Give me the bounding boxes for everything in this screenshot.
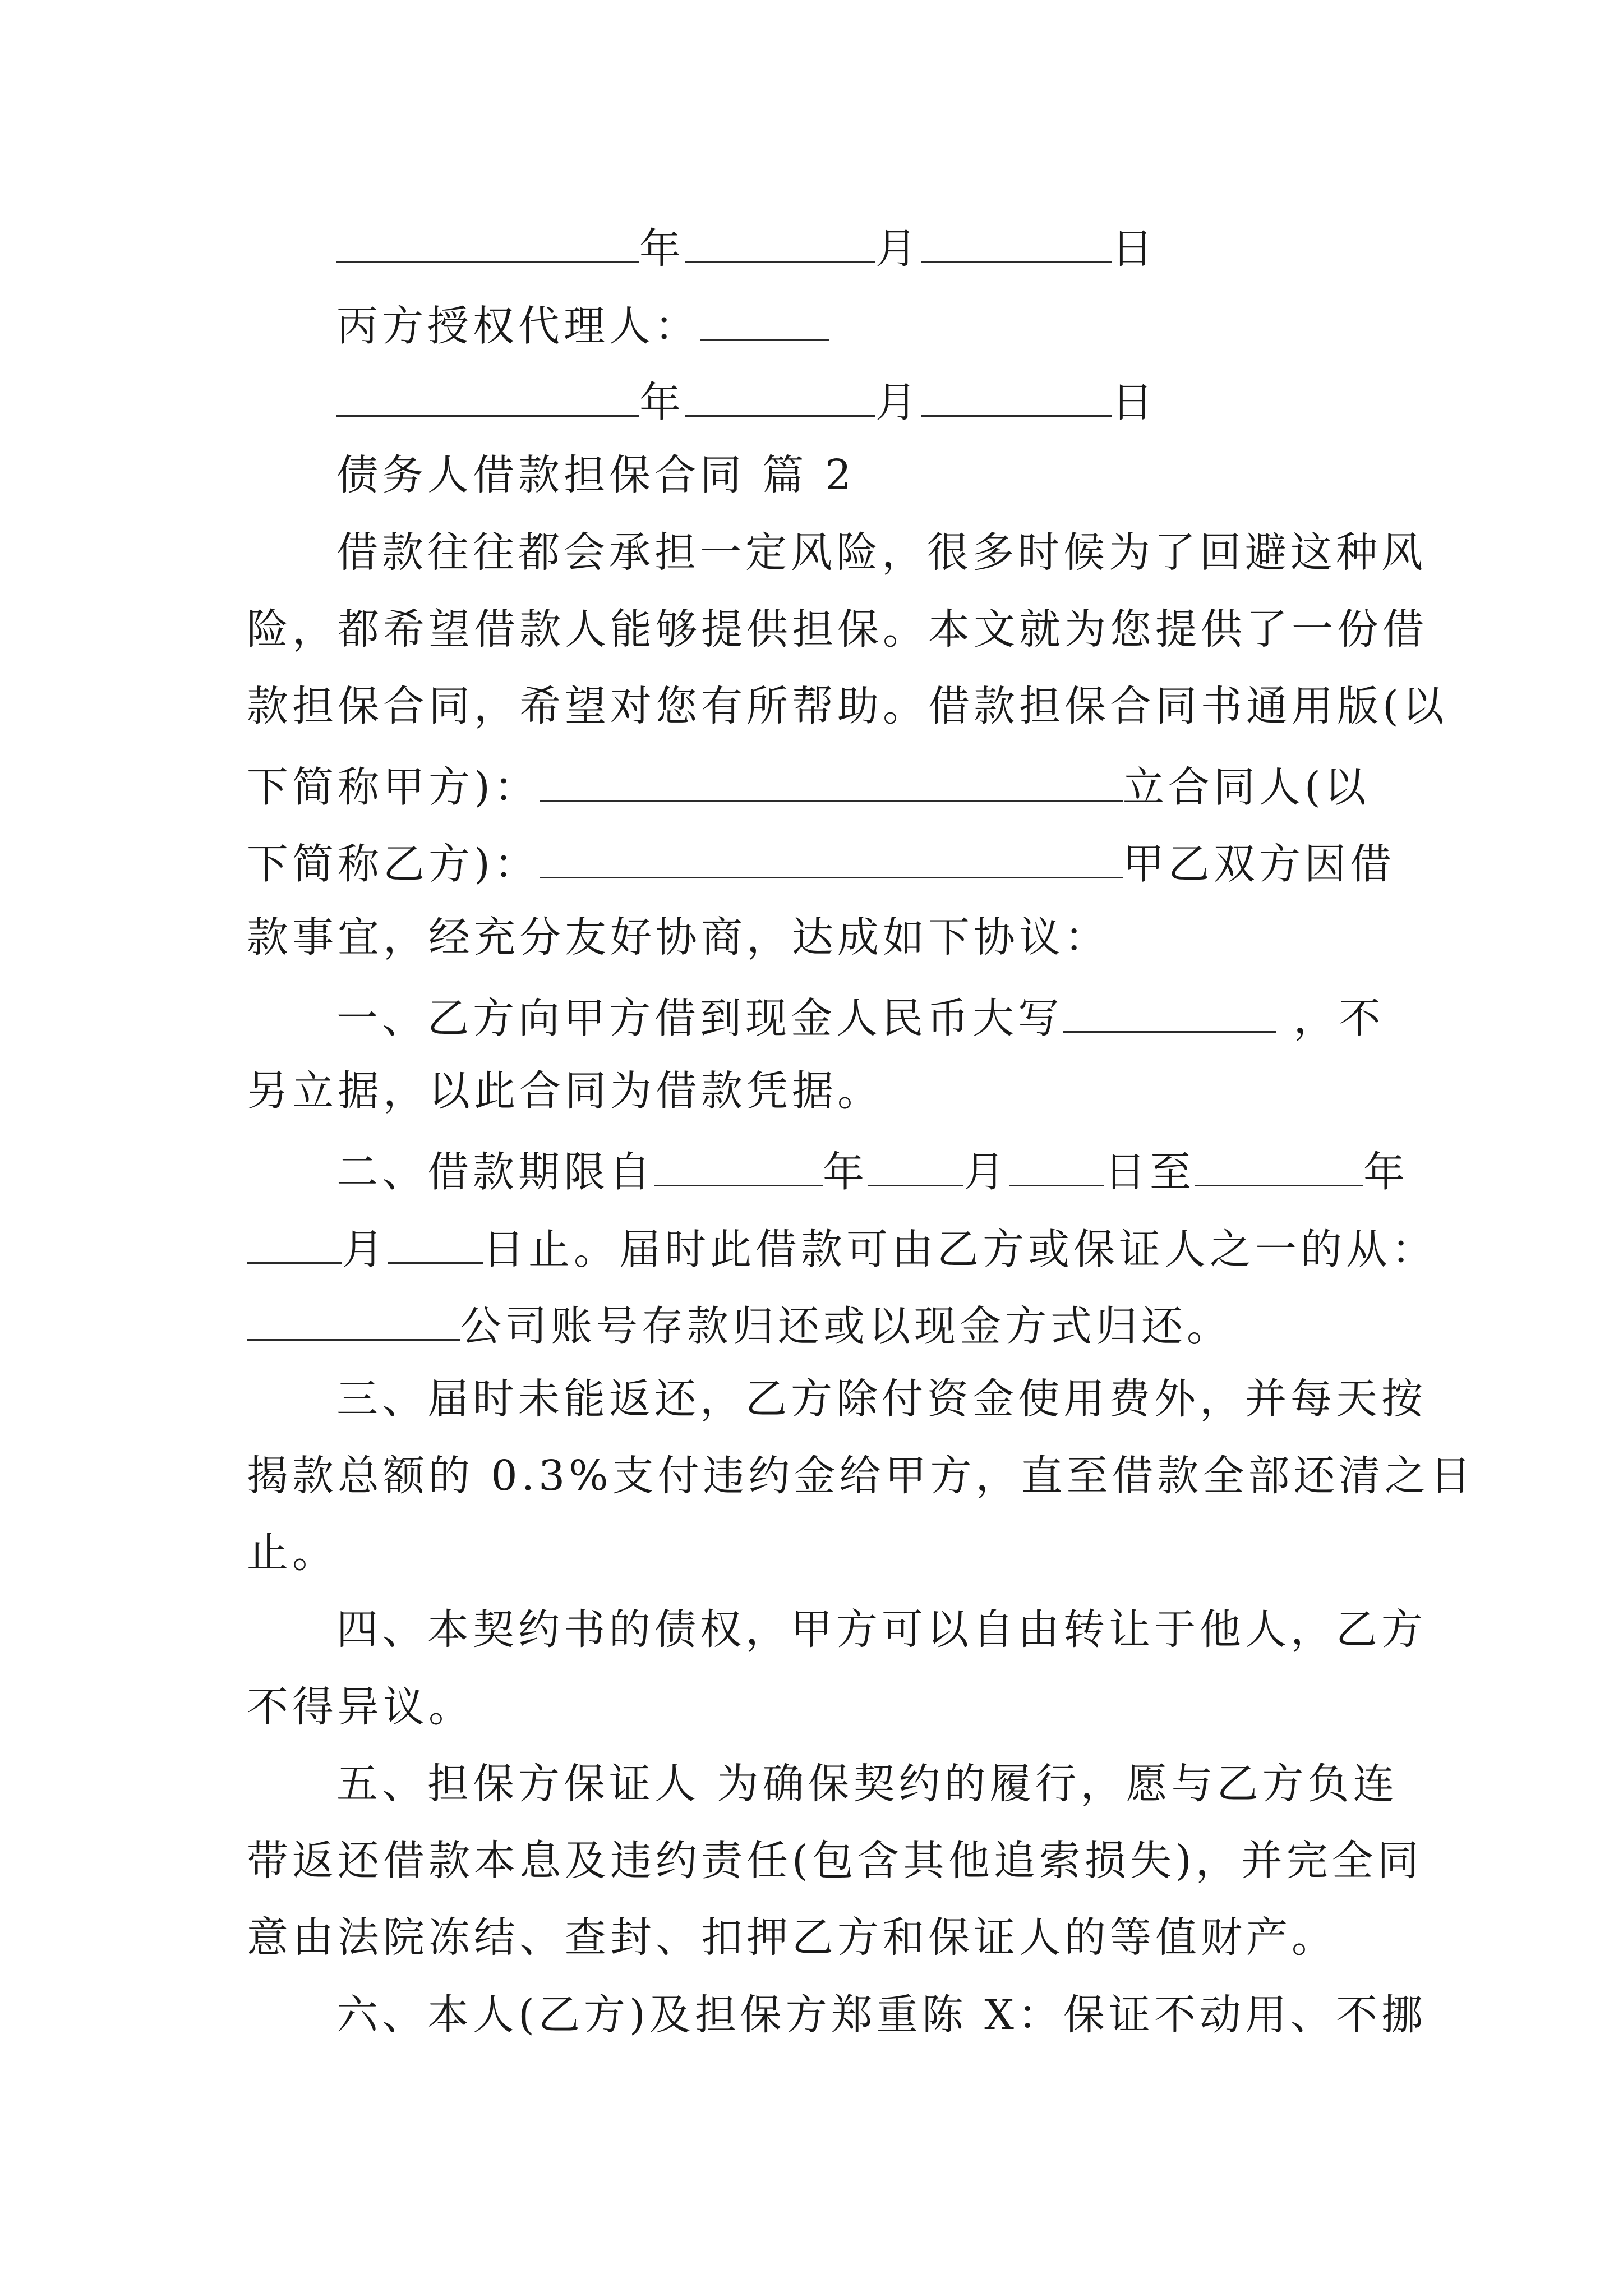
text-run: 另立据，以此合同为借款凭据。: [247, 1067, 883, 1115]
text-run: 立合同人(以: [1122, 763, 1370, 812]
text-run: 五、担保方保证人 为确保契约的履行，愿与乙方负连: [336, 1760, 1399, 1808]
text-run: 年: [1363, 1148, 1409, 1197]
date-line-2: [336, 378, 1157, 427]
clause-3-line: [247, 1529, 338, 1577]
text-run: 日: [1112, 378, 1157, 427]
clause-4-line: [247, 1683, 474, 1731]
text-run: 三、届时未能返还，乙方除付资金使用费外，并每天按: [336, 1375, 1427, 1423]
fill-in-blank: [921, 224, 1112, 263]
text-run: 日止。届时此借款可由乙方或保证人之一的从：: [483, 1225, 1437, 1274]
text-run: 六、本人(乙方)及担保方郑重陈 X：保证不动用、不挪: [336, 1991, 1427, 2039]
fill-in-blank: [1063, 993, 1276, 1033]
clause-5-line: [247, 1837, 1423, 1885]
clause-2-line: [247, 1301, 1232, 1351]
clause-3-line: [336, 1375, 1427, 1423]
fill-in-blank: [685, 378, 875, 417]
fill-in-blank: [700, 301, 829, 341]
section-title: [336, 451, 856, 499]
clause-1-line: [336, 993, 1385, 1043]
text-run: 年: [639, 378, 685, 427]
text-run: 止。: [247, 1529, 338, 1577]
fill-in-blank: [540, 839, 1123, 878]
clause-5-line: [247, 1913, 1337, 1962]
text-run: 年: [823, 1148, 868, 1197]
clause-5-line: [336, 1760, 1399, 1808]
text-run: 年: [639, 224, 685, 273]
text-run: 月: [342, 1225, 388, 1274]
text-run: 险，都希望借款人能够提供担保。本文就为您提供了一份借: [247, 605, 1428, 654]
text-run: 日至: [1104, 1148, 1195, 1197]
clause-2-line: [247, 1225, 1437, 1274]
clause-3-line: [247, 1452, 1476, 1500]
fill-in-blank: [1195, 1147, 1363, 1186]
clause-6-line: [336, 1991, 1427, 2039]
fill-in-blank: [247, 1225, 342, 1264]
text-run: 下简称乙方)：: [247, 840, 540, 889]
text-run: 下简称甲方)：: [247, 763, 540, 812]
paragraph-line: [247, 839, 1395, 889]
clause-1-line: [247, 1067, 883, 1115]
fill-in-blank: [388, 1225, 483, 1264]
text-run: 甲乙双方因借: [1122, 840, 1395, 889]
paragraph-line: [247, 913, 1110, 961]
text-run: 带返还借款本息及违约责任(包含其他追索损失)，并完全同: [247, 1837, 1423, 1885]
text-run: 月: [875, 378, 921, 427]
fill-in-blank: [654, 1147, 823, 1186]
text-run: 款担保合同，希望对您有所帮助。借款担保合同书通用版(以: [247, 682, 1448, 730]
text-run: ，不: [1276, 994, 1385, 1043]
paragraph-line: [336, 528, 1427, 577]
fill-in-blank: [336, 224, 639, 263]
text-run: 四、本契约书的债权，甲方可以自由转让于他人，乙方: [336, 1605, 1427, 1654]
text-run: 丙方授权代理人：: [336, 302, 700, 351]
fill-in-blank: [868, 1147, 963, 1186]
text-run: 月: [875, 224, 921, 273]
fill-in-blank: [336, 378, 639, 417]
clause-4-line: [336, 1605, 1427, 1654]
text-run: 月: [963, 1148, 1009, 1197]
paragraph-line: [247, 762, 1370, 812]
text-run: 二、借款期限自: [336, 1148, 654, 1197]
paragraph-line: [247, 605, 1428, 654]
fill-in-blank: [247, 1301, 460, 1341]
text-run: 日: [1112, 224, 1157, 273]
text-run: 不得异议。: [247, 1683, 474, 1731]
text-run: 债务人借款担保合同 篇 2: [336, 451, 856, 499]
text-run: 揭款总额的 0.3%支付违约金给甲方，直至借款全部还清之日: [247, 1452, 1476, 1500]
agent-line: [336, 301, 829, 351]
text-run: 借款往往都会承担一定风险，很多时候为了回避这种风: [336, 528, 1427, 577]
clause-2-line: [336, 1147, 1409, 1197]
fill-in-blank: [540, 762, 1123, 802]
text-run: 一、乙方向甲方借到现金人民币大写: [336, 994, 1063, 1043]
text-run: 公司账号存款归还或以现金方式归还。: [460, 1302, 1232, 1351]
fill-in-blank: [921, 378, 1112, 417]
paragraph-line: [247, 682, 1448, 730]
date-line-1: [336, 224, 1157, 273]
fill-in-blank: [685, 224, 875, 263]
text-run: 意由法院冻结、查封、扣押乙方和保证人的等值财产。: [247, 1913, 1337, 1962]
fill-in-blank: [1009, 1147, 1104, 1186]
text-run: 款事宜，经充分友好协商，达成如下协议：: [247, 913, 1110, 961]
